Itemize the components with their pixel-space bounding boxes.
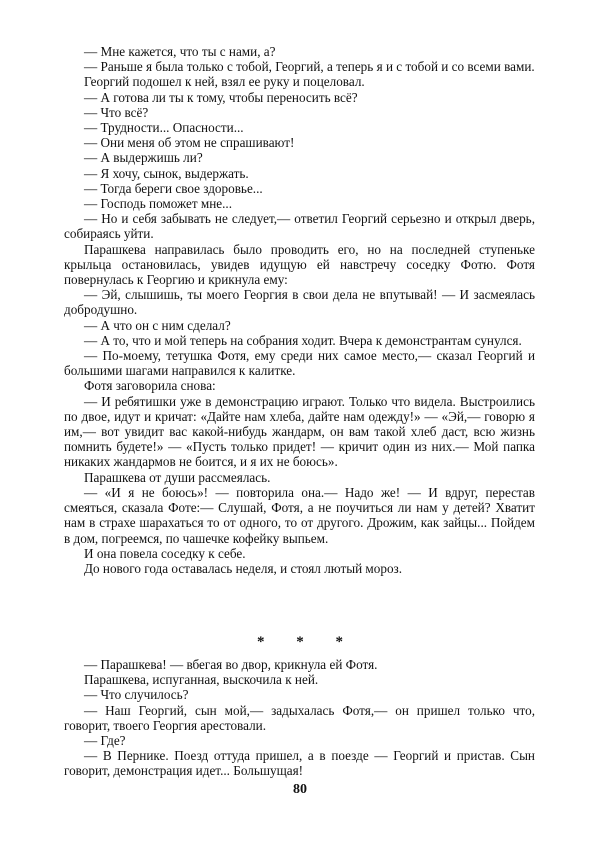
paragraph: — Эй, слышишь, ты моего Георгия в свои дела не впутывай! — И засмеялась добродушно. (64, 287, 535, 318)
paragraph: До нового года оставалась неделя, и стоял лютый мороз. (84, 560, 403, 576)
paragraph: — А что он с ним сделал? (84, 317, 231, 333)
text-section-1 (64, 44, 535, 576)
paragraph: — Тогда береги свое здоровье... (84, 180, 263, 196)
paragraph: Парашкева, испуганная, выскочила к ней. (84, 672, 319, 688)
paragraph: — В Пернике. Поезд оттуда пришел, а в поезде — Георгий и пристав. Сын говорит, демонстрация идет... Большущая! (64, 748, 535, 779)
paragraph: Фотя заговорила снова: (84, 378, 216, 394)
paragraph: — Мне кажется, что ты с нами, а? (84, 44, 276, 59)
paragraph: — Господь поможет мне... (84, 196, 233, 212)
paragraph: — А выдержишь ли? (84, 150, 203, 166)
paragraph: — Трудности... Опасности... (84, 120, 244, 136)
paragraph: — Но и себя забывать не следует,— ответил Георгий серьезно и открыл дверь, собираясь уйти. (64, 211, 535, 242)
paragraph: — А готова ли ты к тому, чтобы переносить всё? (84, 89, 358, 105)
page-number: 80 (293, 782, 307, 797)
paragraph: — А то, что и мой теперь на собрания ходит. Вчера к демонстрантам сунулся. (84, 332, 522, 348)
paragraph: — Я хочу, сынок, выдержать. (84, 165, 249, 181)
paragraph: — «И я не боюсь»! — повторила она.— Надо же! — И вдруг, перестав смеяться, сказала Фоте:— Слушай, Фотя, а не поучиться ли нам у детей? Хватит нам в страхе шарахаться то от одного, то от другого. Дрожим, как зайцы... Пойдем в дом, погреемся, по чашечке кофейку выпьем. (64, 484, 535, 546)
paragraph: — Парашкева! — вбегая во двор, крикнула ей Фотя. (84, 657, 378, 672)
paragraph: — По-моему, тетушка Фотя, ему среди них самое место,— сказал Георгий и большими шагами направился к калитке. (64, 348, 535, 379)
paragraph: Парашкева от души рассмеялась. (84, 469, 271, 485)
paragraph: — И ребятишки уже в демонстрацию играют. Только что видела. Выстроились по двое, идут и кричат: «Дайте нам хлеба, дайте нам одежду!» — «Эй,— говорю я им,— вот увидит вас какой-нибудь жандарм, он вам такой хлеб даст, всю жизнь помнить будете!» — «Пусть только придет! — кричит один из них.— Мой папка никаких жандармов не боится, и я их не боюсь». (64, 393, 535, 470)
paragraph: — Что всё? (84, 104, 149, 120)
paragraph: — Где? (84, 733, 126, 749)
text-section-2 (64, 657, 535, 779)
paragraph: — Что случилось? (84, 687, 189, 703)
paragraph: — Наш Георгий, сын мой,— задыхалась Фотя,— он пришел только что, говорит, твоего Георгия арестовали. (64, 702, 535, 733)
paragraph: И она повела соседку к себе. (84, 545, 246, 561)
paragraph: Парашкева направилась было проводить его, но на последней ступеньке крыльца остановилась, увидев идущую ей навстречу соседку Фотю. Фотя повернулась к Георгию и крикнула ему: (64, 241, 535, 288)
paragraph: — Они меня об этом не спрашивают! (84, 135, 295, 151)
paragraph: — Раньше я была только с тобой, Георгий, а теперь я и с тобой и со всеми вами. (84, 59, 535, 75)
paragraph: Георгий подошел к ней, взял ее руку и поцеловал. (84, 74, 365, 90)
section-separator: * * * (257, 634, 357, 650)
